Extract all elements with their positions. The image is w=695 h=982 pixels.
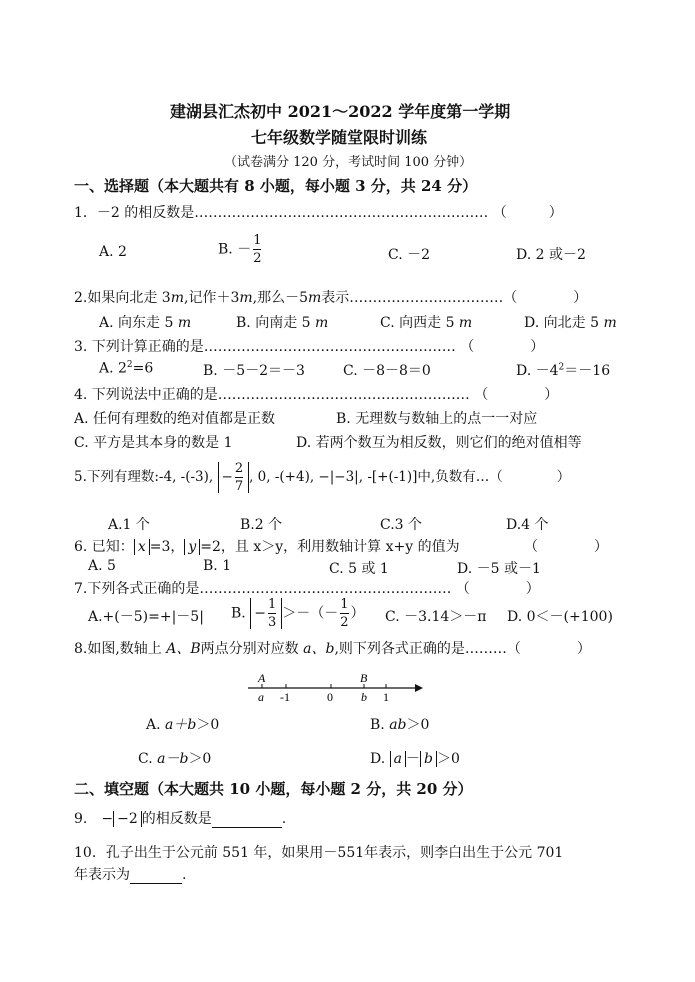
q4-option-b: B. 无理数与数轴上的点一一对应 bbox=[336, 411, 538, 427]
q8-vars-ab: a、b bbox=[303, 641, 335, 657]
value-neg1-label: -1 bbox=[280, 690, 290, 704]
q8-number-line bbox=[240, 668, 430, 708]
q4-option-c: C. 平方是其本身的数是 1 bbox=[74, 435, 233, 451]
q7-fraction-2 bbox=[340, 598, 348, 629]
point-A-label: A bbox=[258, 671, 266, 685]
q8-b-post: ＞0 bbox=[406, 717, 430, 733]
q2-option-b-unit: m bbox=[315, 315, 329, 331]
q9-answer-blank[interactable] bbox=[212, 811, 282, 828]
q2-option-b bbox=[236, 312, 328, 332]
q7-frac2-num: 1 bbox=[340, 597, 349, 612]
q4-stem: 4. 下列说法中正确的是……………………………………………… （ ） bbox=[74, 387, 559, 403]
q7-frac2-den: 2 bbox=[340, 615, 349, 630]
q5-option-c: C.3 个 bbox=[380, 517, 423, 533]
q3-option-a bbox=[99, 360, 153, 377]
q8-a-expr: a＋b bbox=[165, 717, 197, 733]
q8-a-pre: A. bbox=[146, 717, 166, 733]
q3-d-post: ＝－16 bbox=[564, 363, 611, 379]
section2-heading: 二、填空题（本大题共 10 小题，每小题 2 分，共 20 分） bbox=[74, 780, 473, 798]
q1-option-c: C. －2 bbox=[388, 247, 431, 263]
q8-c-post: ＞0 bbox=[188, 751, 212, 767]
q9-end: . bbox=[281, 811, 287, 827]
q6-abs-x bbox=[134, 539, 150, 555]
q2-option-a bbox=[99, 312, 191, 332]
q9-stem bbox=[74, 808, 286, 828]
point-B-label: B bbox=[360, 671, 368, 685]
q1-option-b bbox=[218, 234, 263, 265]
q8-d-pre: D. bbox=[370, 751, 390, 767]
q2-option-c bbox=[380, 312, 472, 332]
q8-stem-mid: 两点分别对应数 bbox=[200, 641, 304, 657]
q2-unit-1: m bbox=[170, 290, 184, 306]
q1-stem: 1．－2 的相反数是……………………………………………………… （ ） bbox=[74, 205, 563, 221]
q8-abs-b bbox=[420, 751, 437, 767]
q7-b-minus: − bbox=[254, 605, 266, 622]
q7-frac1-den: 3 bbox=[267, 615, 277, 630]
q3-stem: 3. 下列计算正确的是……………………………………………… （ ） bbox=[74, 339, 545, 355]
q6-eq1: =3， bbox=[149, 539, 185, 555]
q4-option-a: A. 任何有理数的绝对值都是正数 bbox=[74, 411, 276, 427]
q5-stem-pre: 5.下列有理数:-4, -(-3), bbox=[74, 469, 218, 485]
q8-d-post: ＞0 bbox=[436, 751, 460, 767]
q6-y: y bbox=[188, 539, 197, 555]
q2-stem-post: 表示……………………………（ ） bbox=[321, 290, 588, 306]
q6-stem-pre: 6. 已知： bbox=[74, 539, 134, 555]
q7-b-pre: B. bbox=[231, 605, 251, 622]
q7-fraction-1 bbox=[268, 598, 276, 629]
q8-d-a: a bbox=[393, 751, 402, 767]
q1-frac-num: 1 bbox=[253, 233, 262, 248]
q5-option-a: A.1 个 bbox=[108, 517, 150, 533]
q2-stem-pre: 2.如果向北走 3 bbox=[74, 290, 171, 306]
q3-d-base: D. －4 bbox=[516, 363, 559, 379]
q6-option-d: D. －5 或－1 bbox=[457, 561, 541, 577]
q2-option-d-text: D. 向北走 5 bbox=[524, 315, 604, 331]
q5-frac-sign: − bbox=[221, 469, 233, 485]
q9-inner: −2 bbox=[117, 811, 138, 827]
q8-b-pre: B. bbox=[370, 717, 390, 733]
q8-option-a bbox=[146, 714, 219, 734]
exam-note: （试卷满分 120 分，考试时间 100 分钟） bbox=[224, 155, 473, 170]
q2-option-c-unit: m bbox=[458, 315, 473, 331]
q6-stem bbox=[74, 536, 460, 556]
q10-line1: 10．孔子出生于公元前 551 年，如果用－551年表示，则李白出生于公元 701 bbox=[74, 845, 564, 861]
q5-option-d: D.4 个 bbox=[506, 517, 549, 533]
q6-option-c: C. 5 或 1 bbox=[329, 561, 389, 577]
q7-option-a: A.+(－5)=+|－5| bbox=[88, 609, 204, 625]
q2-stem-mid1: ,记作＋3 bbox=[184, 290, 240, 306]
q5-frac-den: 7 bbox=[234, 479, 244, 494]
value-b-label: b bbox=[361, 690, 367, 704]
section1-heading: 一、选择题（本大题共有 8 小题，每小题 3 分，共 24 分） bbox=[74, 177, 478, 195]
q5-option-b: B.2 个 bbox=[240, 517, 283, 533]
q2-option-d-unit: m bbox=[603, 315, 617, 331]
q2-unit-2: m bbox=[239, 290, 253, 306]
q7-abs-fraction bbox=[250, 598, 282, 629]
q7-option-b bbox=[231, 598, 365, 629]
q2-option-a-text: A. 向东走 5 bbox=[99, 315, 178, 331]
q7-option-d: D. 0＜－(+100) bbox=[507, 609, 613, 625]
q10-answer-blank[interactable] bbox=[130, 867, 182, 884]
q5-stem bbox=[74, 462, 570, 493]
q6-x: x bbox=[137, 539, 146, 555]
q3-d-exp: 2 bbox=[558, 362, 565, 373]
q2-option-a-unit: m bbox=[177, 315, 192, 331]
q5-frac-bar bbox=[235, 477, 243, 478]
q7-option-c: C. －3.14＞－π bbox=[385, 609, 487, 625]
q6-answer-paren: （ ） bbox=[524, 539, 608, 555]
value-zero-label: 0 bbox=[327, 690, 333, 704]
q1-option-a: A. 2 bbox=[99, 244, 127, 260]
q9-post: 的相反数是 bbox=[141, 811, 212, 827]
q3-a-post: =6 bbox=[132, 360, 154, 377]
number-line-arrow bbox=[415, 684, 423, 692]
q10-line2-text: 年表示为 bbox=[74, 867, 130, 883]
q7-frac2-bar bbox=[340, 613, 348, 614]
q6-option-b: B. 1 bbox=[203, 558, 232, 574]
q5-stem-post: , 0, -(+4), −|−3|, -[+(-1)]中,负数有…（ ） bbox=[249, 469, 571, 485]
q1-frac-den: 2 bbox=[253, 251, 262, 266]
q10-end: . bbox=[182, 867, 187, 883]
q5-fraction bbox=[235, 462, 243, 493]
q8-abs-a bbox=[390, 751, 406, 767]
title-subject: 七年级数学随堂限时训练 bbox=[251, 128, 428, 147]
q5-frac-num: 2 bbox=[234, 461, 244, 476]
q10-line2 bbox=[74, 864, 186, 884]
q8-stem-post: ,则下列各式正确的是………（ ） bbox=[334, 641, 591, 657]
q9-pre: 9. − bbox=[74, 811, 114, 827]
q3-a-base: A. 2 bbox=[99, 360, 127, 377]
q2-stem bbox=[74, 287, 587, 307]
q8-d-mid: － bbox=[406, 751, 420, 767]
q6-abs-y bbox=[184, 539, 200, 555]
q6-option-a: A. 5 bbox=[88, 558, 116, 574]
q8-a-post: ＞0 bbox=[196, 717, 220, 733]
q8-b-expr: ab bbox=[389, 717, 407, 733]
q7-b-mid: ＞－（－ bbox=[282, 605, 339, 622]
q8-option-b bbox=[370, 714, 429, 734]
q7-b-post: ） bbox=[350, 605, 365, 622]
q8-stem bbox=[74, 638, 591, 658]
q1-option-d: D. 2 或－2 bbox=[516, 247, 586, 263]
q1-option-b-prefix: B. － bbox=[218, 241, 252, 258]
q1-fraction bbox=[253, 234, 261, 265]
q3-a-exp: 2 bbox=[126, 360, 133, 370]
q3-option-d bbox=[516, 360, 610, 380]
q8-points-AB: A、B bbox=[166, 641, 201, 657]
q1-frac-bar bbox=[253, 249, 261, 250]
q8-stem-pre: 8.如图,数轴上 bbox=[74, 641, 167, 657]
q2-unit-3: m bbox=[308, 290, 322, 306]
q2-stem-mid2: ,那么－5 bbox=[252, 290, 308, 306]
q2-option-c-text: C. 向西走 5 bbox=[380, 315, 459, 331]
q8-c-pre: C. bbox=[138, 751, 158, 767]
q8-option-d bbox=[370, 748, 460, 768]
value-a-label: a bbox=[258, 690, 264, 704]
q8-c-expr: a－b bbox=[157, 751, 189, 767]
q2-option-b-text: B. 向南走 5 bbox=[236, 315, 315, 331]
q5-abs-fraction bbox=[218, 462, 250, 493]
q3-option-b: B. －5－2＝－3 bbox=[203, 363, 305, 379]
q8-d-b: b bbox=[424, 751, 433, 767]
q9-abs bbox=[113, 811, 142, 827]
q7-frac1-bar bbox=[268, 613, 276, 614]
value-one-label: 1 bbox=[383, 690, 389, 704]
q4-option-d: D. 若两个数互为相反数，则它们的绝对值相等 bbox=[296, 435, 582, 451]
q3-option-c: C. －8－8＝0 bbox=[343, 363, 431, 379]
q7-stem: 7.下列各式正确的是……………………………………………… （ ） bbox=[74, 581, 540, 597]
q2-option-d bbox=[524, 312, 617, 332]
q8-option-c bbox=[138, 748, 211, 768]
q7-frac1-num: 1 bbox=[267, 597, 277, 612]
q6-eq2: =2，且 x＞y，利用数轴计算 x+y 的值为 bbox=[200, 539, 460, 555]
title-school: 建湖县汇杰初中 2021～2022 学年度第一学期 bbox=[170, 102, 511, 121]
